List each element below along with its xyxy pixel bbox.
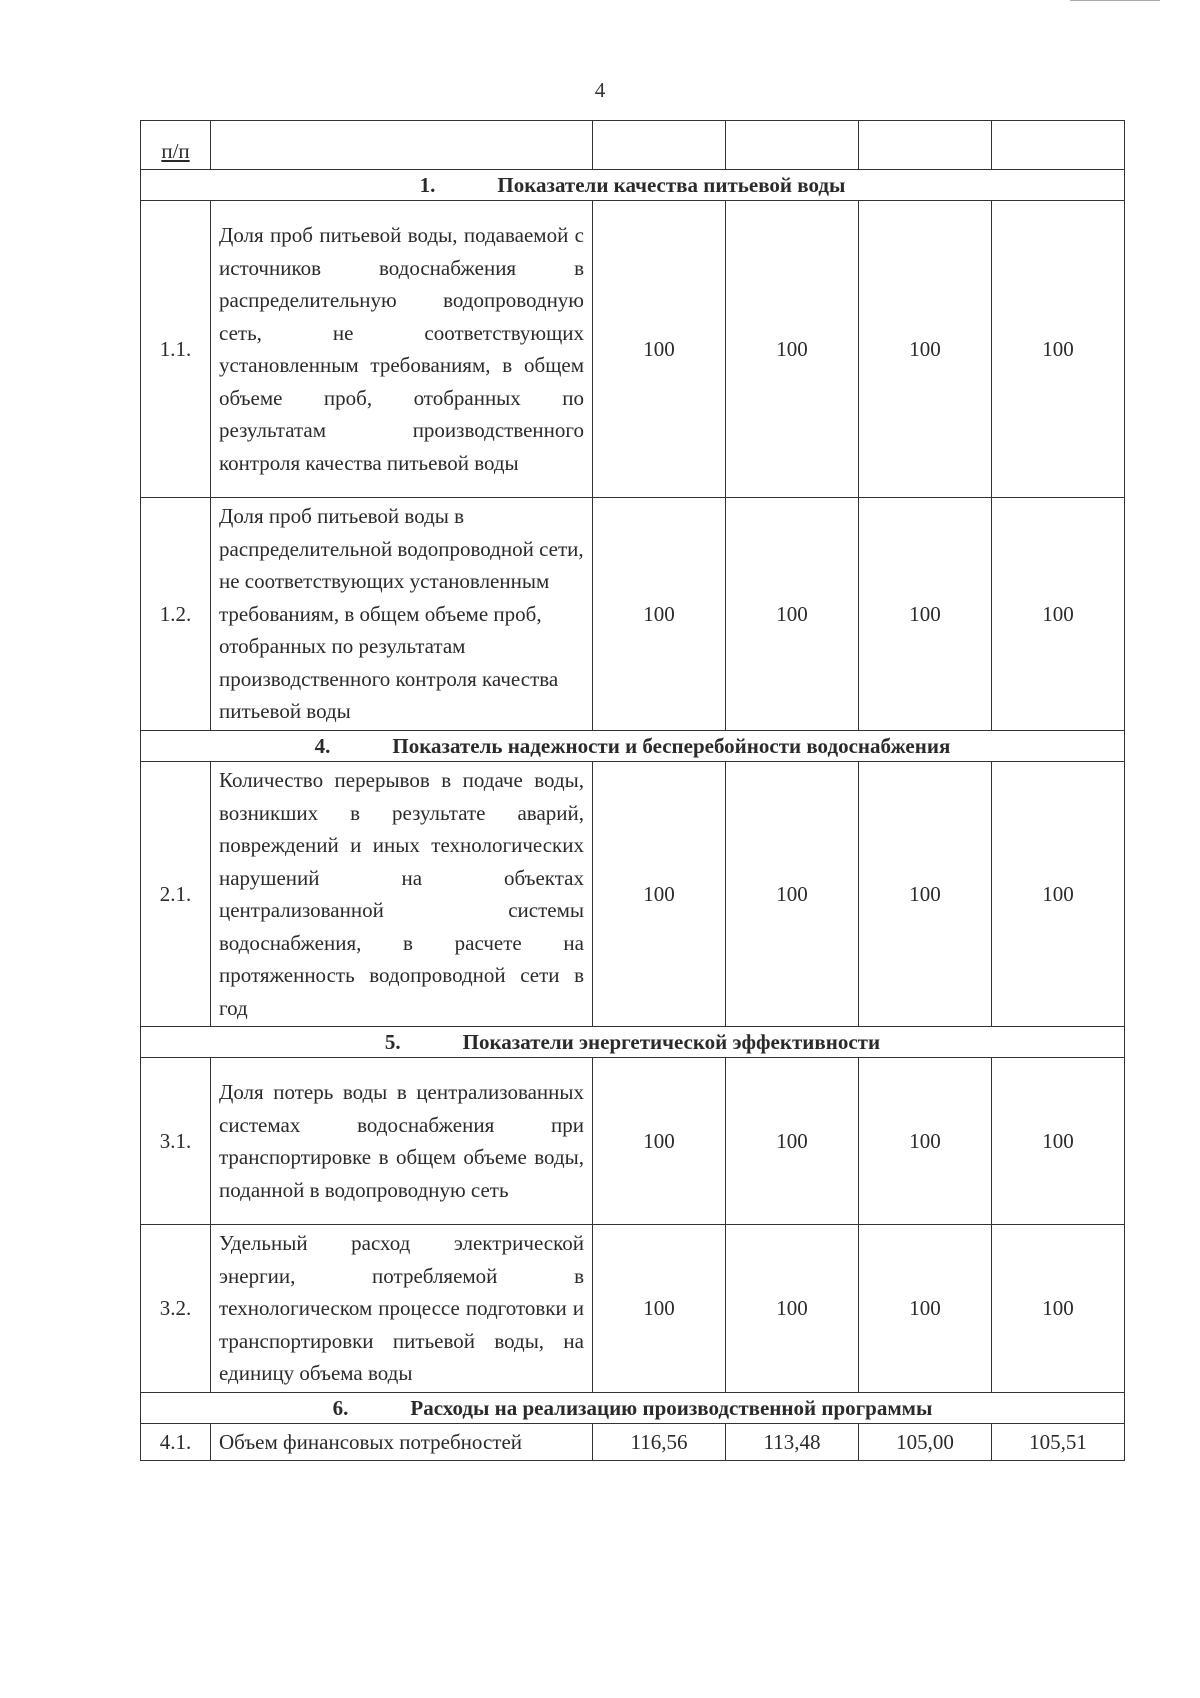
header-num-cell: п/п bbox=[141, 121, 211, 170]
row-value: 100 bbox=[593, 762, 726, 1027]
header-val-cell bbox=[859, 121, 992, 170]
header-desc-cell bbox=[211, 121, 593, 170]
row-description: Удельный расход электрической энергии, потребляемой в технологическом процессе подготовки и транспортировки питьевой воды, на единицу объема воды bbox=[211, 1225, 593, 1393]
section-title-cell bbox=[141, 731, 1125, 762]
row-value: 100 bbox=[593, 1225, 726, 1393]
row-value: 100 bbox=[992, 1058, 1125, 1225]
row-value: 100 bbox=[726, 1058, 859, 1225]
table-header-row bbox=[141, 121, 1125, 170]
section-title: Показатели энергетической эффективности bbox=[462, 1030, 881, 1054]
row-value: 100 bbox=[859, 1058, 992, 1225]
row-description: Доля потерь воды в централизованных системах водоснабжения при транспортировке в общем объеме воды, поданной в водопроводную сеть bbox=[211, 1058, 593, 1225]
table-row bbox=[141, 1423, 1125, 1461]
row-value: 100 bbox=[992, 498, 1125, 731]
row-number: 1.2. bbox=[141, 498, 211, 731]
row-value: 100 bbox=[726, 1225, 859, 1393]
table-row bbox=[141, 1225, 1125, 1393]
row-value: 113,48 bbox=[726, 1423, 859, 1461]
row-description: Количество перерывов в подаче воды, возникших в результате аварий, повреждений и иных технологических нарушений на объектах централизованной системы водоснабжения, в расчете на протяженность водопроводной сети в год bbox=[211, 762, 593, 1027]
section-title: Показатели качества питьевой воды bbox=[497, 173, 846, 197]
section-number: 6. bbox=[332, 1395, 349, 1420]
row-value: 100 bbox=[992, 201, 1125, 498]
row-description: Доля проб питьевой воды, подаваемой с источников водоснабжения в распределительную водопроводную сеть, не соответствующих установленным требованиям, в общем объеме проб, отобранных по результатам производственного контроля качества питьевой воды bbox=[211, 201, 593, 498]
row-value: 100 bbox=[593, 1058, 726, 1225]
row-value: 100 bbox=[992, 762, 1125, 1027]
row-value: 100 bbox=[726, 762, 859, 1027]
row-value: 100 bbox=[859, 498, 992, 731]
row-value: 105,00 bbox=[859, 1423, 992, 1461]
indicators-table bbox=[140, 120, 1125, 1461]
section-title: Расходы на реализацию производственной программы bbox=[410, 1395, 933, 1420]
row-value: 105,51 bbox=[992, 1423, 1125, 1461]
section-header-row bbox=[141, 1392, 1125, 1423]
table-row bbox=[141, 1058, 1125, 1225]
row-value: 100 bbox=[859, 1225, 992, 1393]
section-title-cell bbox=[141, 1027, 1125, 1058]
row-value: 100 bbox=[859, 762, 992, 1027]
table-row bbox=[141, 498, 1125, 731]
row-value: 100 bbox=[859, 201, 992, 498]
row-number: 2.1. bbox=[141, 762, 211, 1027]
section-number: 1. bbox=[419, 173, 436, 197]
section-number: 4. bbox=[314, 734, 331, 758]
row-value: 100 bbox=[593, 201, 726, 498]
row-value: 100 bbox=[593, 498, 726, 731]
page-corner-mark bbox=[1070, 0, 1160, 1]
header-val-cell bbox=[992, 121, 1125, 170]
header-val-cell bbox=[726, 121, 859, 170]
row-value: 100 bbox=[726, 498, 859, 731]
row-number: 3.2. bbox=[141, 1225, 211, 1393]
section-header-row bbox=[141, 731, 1125, 762]
page-number: 4 bbox=[594, 78, 606, 102]
table-row bbox=[141, 201, 1125, 498]
row-value: 116,56 bbox=[593, 1423, 726, 1461]
row-number: 3.1. bbox=[141, 1058, 211, 1225]
row-description: Доля проб питьевой воды в распределительной водопроводной сети, не соответствующих установленным требованиям, в общем объеме проб, отобранных по результатам производственного контроля качества питьевой воды bbox=[211, 498, 593, 731]
table-row bbox=[141, 762, 1125, 1027]
section-header-row bbox=[141, 1027, 1125, 1058]
section-title: Показатель надежности и бесперебойности водоснабжения bbox=[392, 734, 951, 758]
row-value: 100 bbox=[992, 1225, 1125, 1393]
section-title-cell bbox=[141, 170, 1125, 201]
header-val-cell bbox=[593, 121, 726, 170]
row-number: 1.1. bbox=[141, 201, 211, 498]
section-number: 5. bbox=[384, 1030, 401, 1054]
section-title-cell bbox=[141, 1392, 1125, 1423]
section-header-row bbox=[141, 170, 1125, 201]
row-description: Объем финансовых потребностей bbox=[211, 1423, 593, 1461]
row-number: 4.1. bbox=[141, 1423, 211, 1461]
row-value: 100 bbox=[726, 201, 859, 498]
